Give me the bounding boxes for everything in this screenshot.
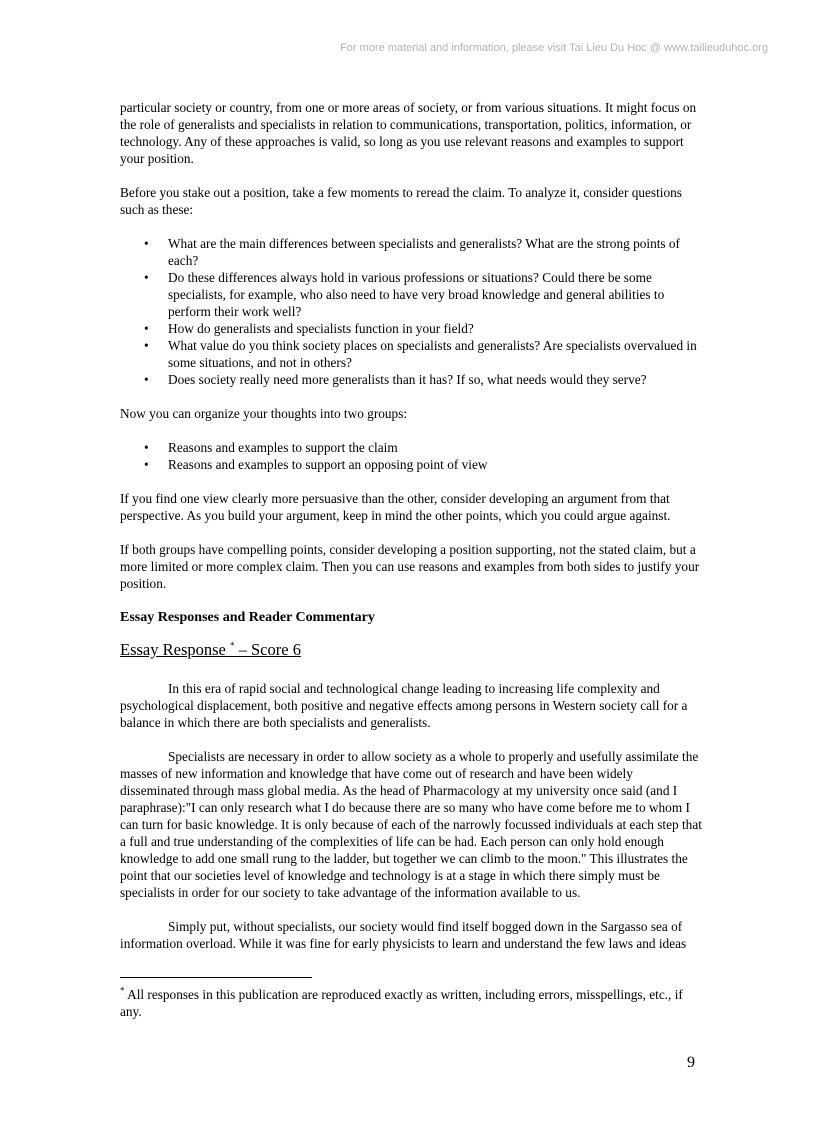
essay-heading (120, 640, 704, 660)
essay-heading-suffix: – Score 6 (234, 640, 301, 659)
essay-paragraph: Simply put, without specialists, our society would find itself bogged down in the Sargasso sea of information overload. While it was fine for early physicists to learn and understand the few laws and ideas (120, 919, 687, 951)
groups-list (120, 439, 704, 473)
intro-paragraph: Now you can organize your thoughts into two groups: (120, 406, 408, 421)
page-number: 9 (687, 1054, 695, 1071)
footnote (120, 986, 704, 1020)
list-item: • Do these differences always hold in various professions or situations? Could there be some specialists, for example, who also need to have very broad knowledge and general abilities to perform their work well? (168, 269, 704, 320)
list-item: • Reasons and examples to support an opposing point of view (168, 456, 704, 473)
page-body (120, 99, 704, 969)
intro-paragraph: particular society or country, from one or more areas of society, or from various situations. It might focus on the role of generalists and specialists in relation to communications, transportation, politics, information, or technology. Any of these approaches is valid, so long as you use relevant reasons and examples to support your position. (120, 100, 697, 166)
list-item: • How do generalists and specialists function in your field? (168, 320, 704, 337)
intro-paragraph: Before you stake out a position, take a few moments to reread the claim. To analyze it, consider questions such as these: (120, 185, 682, 217)
section-heading: Essay Responses and Reader Commentary (120, 610, 375, 625)
footnote-marker: * (230, 640, 235, 651)
footnote-marker: * (120, 985, 125, 996)
footnote-text: All responses in this publication are reproduced exactly as written, including errors, misspellings, etc., if any. (120, 987, 683, 1019)
question-list (120, 235, 704, 388)
intro-paragraph: If both groups have compelling points, consider developing a position supporting, not the stated claim, but a more limited or more complex claim. Then you can use reasons and examples from both sides to justify your position. (120, 542, 700, 591)
list-item: • Reasons and examples to support the claim (168, 439, 704, 456)
list-item: • Does society really need more generalists than it has? If so, what needs would they serve? (168, 371, 704, 388)
intro-paragraph: If you find one view clearly more persuasive than the other, consider developing an argument from that perspective. As you build your argument, keep in mind the other points, which you could argue against. (120, 491, 671, 523)
essay-paragraph: Specialists are necessary in order to allow society as a whole to properly and usefully assimilate the masses of new information and knowledge that have come out of research and have been widely disseminated through mass global media. As the head of Pharmacology at my university once said (and I paraphrase):"I can only research what I do because there are so many who have come before me to whom I can turn for basic knowledge. It is only because of each of the narrowly focussed individuals at each step that a full and true understanding of the complexities of life can be had. Each person can only hold enough knowledge to add one small rung to the ladder, but together we can climb to the moon." This illustrates the point that our societies level of knowledge and technology is at a stage in which there simply must be specialists in order for our society to take advantage of the information available to us. (120, 749, 702, 900)
list-item: • What value do you think society places on specialists and generalists? Are specialists overvalued in some situations, and not in others? (168, 337, 704, 371)
essay-heading-prefix: Essay Response (120, 640, 226, 659)
essay-paragraph: In this era of rapid social and technological change leading to increasing life complexity and psychological displacement, both positive and negative effects among persons in Western society call for a balance in which there are both specialists and generalists. (120, 681, 688, 730)
list-item: • What are the main differences between specialists and generalists? What are the strong points of each? (168, 235, 704, 269)
footnote-divider (120, 977, 312, 978)
header-note: For more material and information, please visit Tai Lieu Du Hoc @ www.tailieuduhoc.org (340, 42, 768, 54)
